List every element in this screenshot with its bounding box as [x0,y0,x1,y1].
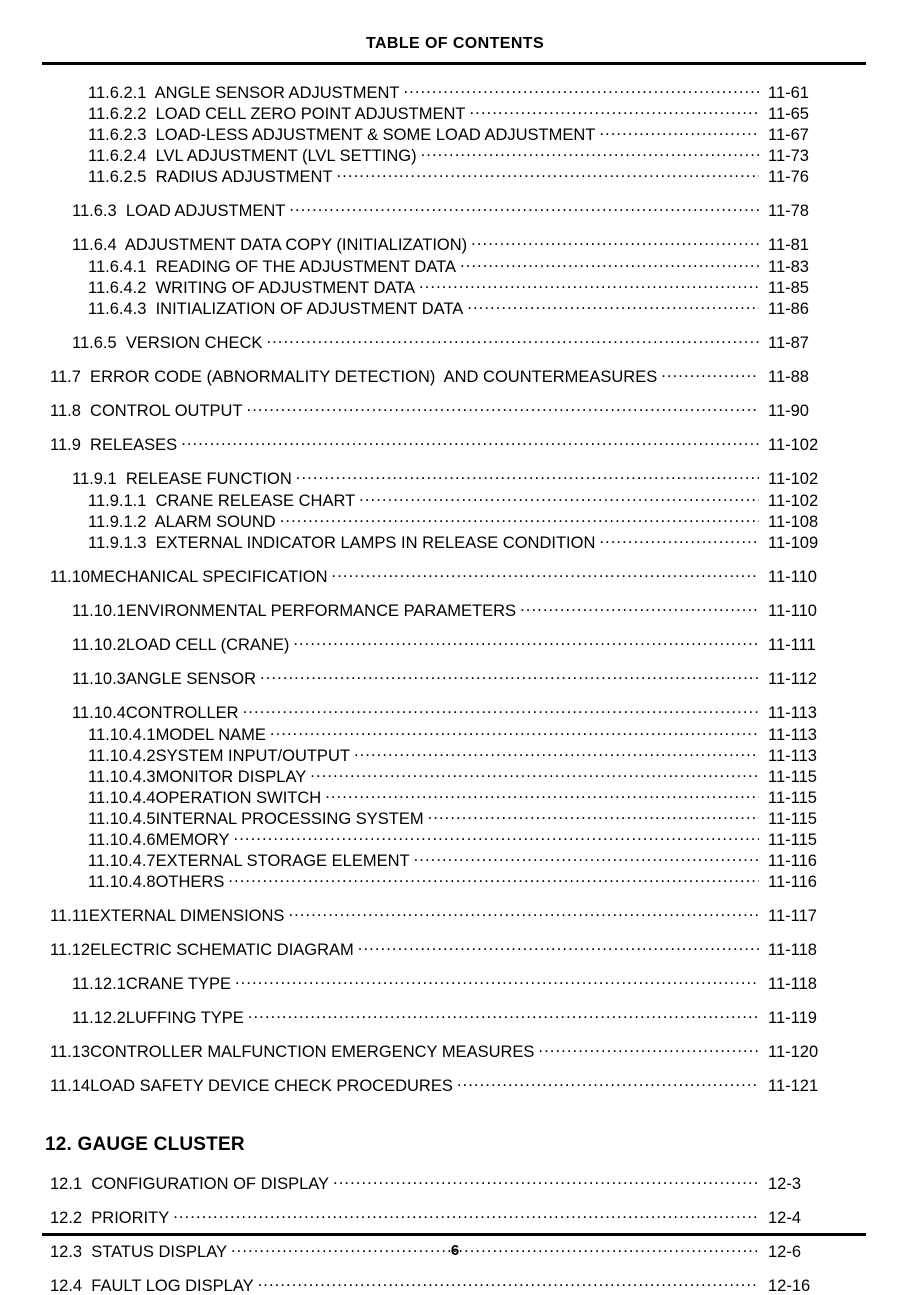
toc-leader-dots [457,1074,759,1091]
toc-entry-number: 11.9 [50,435,81,454]
toc-entry[interactable] [0,972,910,992]
toc-entry-number: 11.9.1 [72,469,117,488]
toc-entry[interactable] [0,255,910,275]
toc-entry-page-number: 11-117 [768,906,817,925]
toc-leader-dots [332,565,759,582]
toc-entry-title: CONFIGURATION OF DISPLAY [82,1174,330,1193]
toc-entry-number: 11.11 [50,906,89,925]
toc-entry-title: MODEL NAME [155,725,266,744]
header-divider [42,62,866,65]
toc-leader-dots [310,765,759,782]
toc-entry[interactable] [0,667,910,687]
toc-entry[interactable] [0,807,910,827]
toc-entry-page-number: 11-65 [768,104,809,123]
toc-entry-page-number: 11-87 [768,333,809,352]
toc-entry-title: MEMORY [155,830,230,849]
page-title: TABLE OF CONTENTS [365,35,545,52]
toc-entry-title: ADJUSTMENT DATA COPY (INITIALIZATION) [116,235,468,254]
toc-entry-title: LOAD CELL (CRANE) [125,635,290,654]
toc-leader-dots [173,1206,759,1223]
toc-leader-dots [270,723,759,740]
toc-entry-page-number: 11-118 [768,974,817,993]
toc-entry-page-number: 11-113 [768,725,817,744]
toc-entry-title: LOAD SAFETY DEVICE CHECK PROCEDURES [90,1076,453,1095]
toc-entry-title: WRITING OF ADJUSTMENT DATA [146,278,416,297]
toc-leader-dots [599,531,759,548]
toc-entry-number: 11.10.4.4 [88,788,156,807]
toc-entry-page-number: 11-86 [768,299,809,318]
toc-entry-number: 11.12 [50,940,91,959]
toc-entry-page-number: 11-81 [768,235,809,254]
toc-entry-number: 11.10.1 [72,601,126,620]
toc-leader-dots [266,331,759,348]
toc-leader-dots [296,467,759,484]
toc-entry[interactable] [0,399,910,419]
toc-leader-dots [289,199,759,216]
toc-leader-dots [280,510,759,527]
toc-entry-number: 11.10.2 [72,635,126,654]
toc-entry[interactable] [0,276,910,296]
toc-entry-number: 11.6.2.4 [88,146,147,165]
toc-entry-page-number: 12-3 [768,1174,802,1193]
toc-leader-dots [471,233,759,250]
toc-entry-title: CONTROLLER [125,703,239,722]
toc-entry-title: CONTROLLER MALFUNCTION EMERGENCY MEASURES [90,1042,535,1061]
toc-entry-title: ENVIRONMENTAL PERFORMANCE PARAMETERS [125,601,517,620]
toc-entry-page-number: 11-83 [768,257,809,276]
toc-entry-number: 11.6.3 [72,201,117,220]
toc-leader-dots [358,938,759,955]
toc-entry[interactable] [0,165,910,185]
toc-leader-dots [234,828,759,845]
toc-entry-number: 12.2 [50,1208,83,1227]
toc-entry[interactable] [0,331,910,351]
toc-entry-number: 12.4 [50,1276,83,1295]
toc-entry-page-number: 11-119 [768,1008,817,1027]
toc-leader-dots [260,667,759,684]
toc-entry[interactable] [0,1074,910,1094]
toc-leader-dots [469,102,759,119]
toc-leader-dots [181,433,759,450]
toc-entry[interactable] [0,723,910,743]
toc-entry-number: 11.10.4.6 [88,830,156,849]
toc-entry-number: 11.6.4.3 [88,299,147,318]
toc-entry[interactable] [0,102,910,122]
toc-leader-dots [428,807,759,824]
toc-entry-title: EXTERNAL STORAGE ELEMENT [155,851,410,870]
toc-entry-title: LOAD CELL ZERO POINT ADJUSTMENT [146,104,466,123]
toc-entry-title: LVL ADJUSTMENT (LVL SETTING) [146,146,417,165]
toc-leader-dots [293,633,759,650]
toc-entry-title: RELEASE FUNCTION [116,469,292,488]
toc-entry-number: 11.13 [50,1042,91,1061]
toc-entry-page-number: 11-73 [768,146,809,165]
toc-leader-dots [538,1040,759,1057]
toc-entry-title: READING OF THE ADJUSTMENT DATA [146,257,456,276]
toc-entry[interactable] [0,297,910,317]
toc-entry[interactable] [0,828,910,848]
toc-entry-title: OPERATION SWITCH [155,788,322,807]
toc-entry-page-number: 11-102 [768,469,819,488]
toc-entry[interactable] [0,786,910,806]
toc-entry-number: 11.14 [50,1076,91,1095]
toc-entry-page-number: 11-113 [768,746,817,765]
toc-entry-number: 11.9.1.2 [88,512,147,531]
toc-entry-page-number: 11-102 [768,435,819,454]
toc-entry-page-number: 11-115 [768,830,817,849]
toc-entry-page-number: 11-115 [768,809,817,828]
toc-entry-number: 11.10.4.5 [88,809,156,828]
toc-entry[interactable] [0,531,910,551]
toc-entry-number: 11.6.4.2 [88,278,147,297]
toc-entry-number: 11.6.2.3 [88,125,147,144]
toc-entry-number: 11.9.1.1 [88,491,147,510]
toc-leader-dots [354,744,759,761]
toc-entry[interactable] [0,744,910,764]
toc-entry-title: ANGLE SENSOR ADJUSTMENT [146,83,400,102]
toc-entry[interactable] [0,144,910,164]
toc-entry-page-number: 11-61 [768,83,809,102]
toc-entry-title: ALARM SOUND [146,512,276,531]
toc-entry-page-number: 11-78 [768,201,809,220]
toc-entry-number: 11.10.4.8 [88,872,156,891]
toc-entry-title: EXTERNAL DIMENSIONS [88,906,285,925]
toc-entry-title: SYSTEM INPUT/OUTPUT [155,746,350,765]
toc-entry-title: LUFFING TYPE [125,1008,244,1027]
toc-entry-number: 11.6.4.1 [88,257,147,276]
toc-entry-number: 11.7 [50,367,81,386]
toc-leader-dots [248,1006,759,1023]
toc-leader-dots [235,972,759,989]
toc-entry[interactable] [0,467,910,487]
toc-leader-dots [520,599,759,616]
toc-entry-number: 11.6.2.5 [88,167,147,186]
toc-entry-title: MONITOR DISPLAY [155,767,307,786]
toc-entry-number: 11.8 [50,401,81,420]
toc-entry[interactable] [0,1274,910,1294]
toc-entry-number: 11.12.2 [72,1008,126,1027]
toc-entry-page-number: 12-4 [768,1208,802,1227]
toc-entry-title: CONTROL OUTPUT [80,401,243,420]
page-footer [0,1233,910,1259]
toc-leader-dots [421,144,759,161]
toc-leader-dots [258,1274,759,1291]
toc-entry-page-number: 11-118 [768,940,817,959]
toc-entry-page-number: 11-102 [768,491,819,510]
toc-entry-title: CRANE RELEASE CHART [146,491,356,510]
toc-entry-page-number: 11-108 [768,512,819,531]
toc-entry-page-number: 11-88 [768,367,809,386]
toc-entry-title: INITIALIZATION OF ADJUSTMENT DATA [146,299,464,318]
toc-entry-title: PRIORITY [82,1208,170,1227]
toc-entry[interactable] [0,199,910,219]
toc-entry[interactable] [0,938,910,958]
toc-entry-number: 11.6.2.2 [88,104,147,123]
toc-entry-number: 11.10.4.2 [88,746,156,765]
toc-entry[interactable] [0,1006,910,1026]
toc-entry[interactable] [0,365,910,385]
toc-entry-title: INTERNAL PROCESSING SYSTEM [155,809,424,828]
toc-entry-title: LOAD ADJUSTMENT [116,201,286,220]
toc-leader-dots [419,276,759,293]
footer-page-number: 6 [450,1242,460,1259]
toc-entry[interactable] [0,904,910,924]
toc-entry[interactable] [0,1206,910,1226]
toc-entry-title: RELEASES [80,435,178,454]
toc-entry-title: ANGLE SENSOR [125,669,257,688]
toc-leader-dots [325,786,759,803]
toc-entry-title: OTHERS [155,872,225,891]
toc-entry-page-number: 11-90 [768,401,809,420]
toc-leader-dots [337,165,759,182]
toc-entry[interactable] [0,1040,910,1060]
toc-entry-title: MECHANICAL SPECIFICATION [90,567,328,586]
toc-entry-page-number: 12-6 [768,1242,802,1261]
toc-entry-number: 11.10.4.3 [88,767,156,786]
toc-entry-number: 11.10 [50,567,91,586]
toc-entry-page-number: 11-67 [768,125,809,144]
toc-entry[interactable] [0,849,910,869]
toc-entry-page-number: 11-120 [768,1042,819,1061]
toc-entry-number: 11.10.3 [72,669,126,688]
toc-entry-page-number: 11-110 [768,567,817,586]
toc-entry[interactable] [0,81,910,101]
toc-entry-page-number: 11-110 [768,601,817,620]
toc-entry-title: FAULT LOG DISPLAY [82,1276,254,1295]
toc-list-chapter-11 [0,81,910,1094]
toc-leader-dots [403,81,759,98]
toc-entry-page-number: 11-112 [768,669,817,688]
toc-leader-dots [359,489,759,506]
toc-entry[interactable] [0,633,910,653]
toc-entry-title: STATUS DISPLAY [82,1242,227,1261]
toc-entry-page-number: 11-116 [768,872,817,891]
toc-leader-dots [333,1172,759,1189]
toc-leader-dots [467,297,759,314]
toc-entry-page-number: 11-116 [768,851,817,870]
footer-divider [42,1233,866,1236]
toc-entry-number: 11.6.2.1 [88,83,147,102]
toc-entry[interactable] [0,489,910,509]
toc-entry-page-number: 11-76 [768,167,809,186]
toc-entry[interactable] [0,233,910,253]
toc-entry-title: CRANE TYPE [125,974,231,993]
toc-entry-number: 11.9.1.3 [88,533,147,552]
toc-entry-number: 12.1 [50,1174,83,1193]
toc-entry-number: 11.12.1 [72,974,126,993]
toc-entry-number: 11.10.4 [72,703,126,722]
toc-leader-dots [661,365,759,382]
toc-entry-number: 12.3 [50,1242,83,1261]
toc-entry-number: 11.10.4.7 [88,851,156,870]
toc-entry-number: 11.6.4 [72,235,117,254]
chapter-heading-12: 12. GAUGE CLUSTER [45,1134,245,1155]
toc-entry-page-number: 11-115 [768,767,817,786]
toc-entry[interactable] [0,433,910,453]
toc-entry-page-number: 11-121 [768,1076,819,1095]
toc-entry-page-number: 11-109 [768,533,819,552]
toc-entry[interactable] [0,1172,910,1192]
toc-entry-title: RADIUS ADJUSTMENT [146,167,333,186]
toc-entry[interactable] [0,765,910,785]
toc-entry-title: ERROR CODE (ABNORMALITY DETECTION) AND COUNTERMEASURES [80,367,658,386]
toc-entry[interactable] [0,701,910,721]
toc-leader-dots [414,849,759,866]
toc-entry-number: 11.10.4.1 [88,725,156,744]
toc-entry-title: ELECTRIC SCHEMATIC DIAGRAM [90,940,354,959]
toc-leader-dots [243,701,759,718]
toc-entry[interactable] [0,123,910,143]
toc-leader-dots [460,255,759,272]
toc-entry-page-number: 11-115 [768,788,817,807]
toc-entry-page-number: 11-113 [768,703,817,722]
toc-entry-page-number: 11-111 [768,635,816,654]
toc-leader-dots [228,870,759,887]
toc-entry[interactable] [0,599,910,619]
toc-entry-title: EXTERNAL INDICATOR LAMPS IN RELEASE CONDITION [146,533,596,552]
toc-entry-page-number: 11-85 [768,278,809,297]
toc-leader-dots [247,399,759,416]
toc-entry[interactable] [0,870,910,890]
toc-entry-title: LOAD-LESS ADJUSTMENT & SOME LOAD ADJUSTMENT [146,125,596,144]
toc-entry-number: 11.6.5 [72,333,117,352]
toc-entry[interactable] [0,565,910,585]
toc-entry[interactable] [0,510,910,530]
toc-leader-dots [288,904,759,921]
toc-entry-title: VERSION CHECK [116,333,263,352]
toc-entry-page-number: 12-16 [768,1276,811,1295]
toc-leader-dots [599,123,759,140]
